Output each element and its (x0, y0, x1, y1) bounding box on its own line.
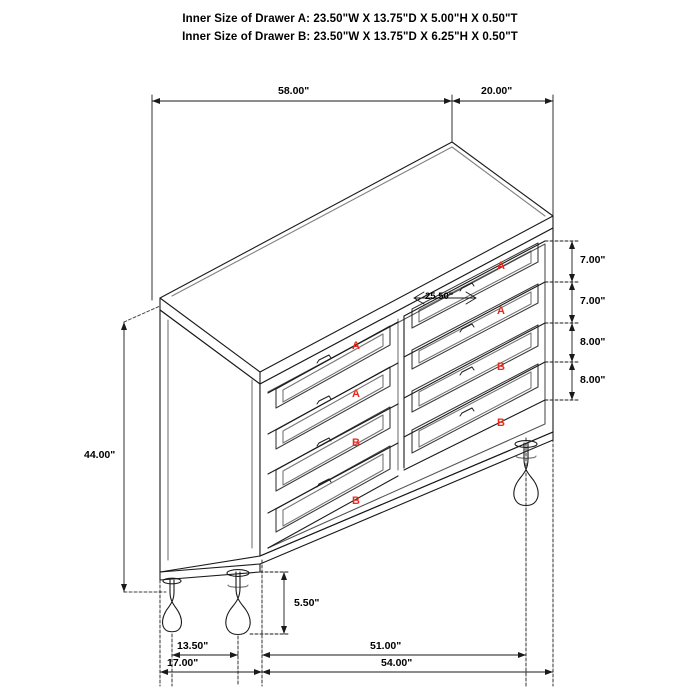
dim-height-total: 44.00" (84, 449, 116, 461)
drawer-label-left-4: B (352, 495, 360, 507)
dim-drawer-depth: 25.50" (425, 291, 454, 302)
dim-drawer-h-1: 7.00" (580, 254, 606, 266)
drawer-label-right-4: B (497, 417, 505, 429)
dim-top-width-side: 20.00" (481, 85, 513, 97)
dim-drawer-h-2: 7.00" (580, 295, 606, 307)
dim-base-front-outer: 54.00" (381, 657, 413, 669)
drawer-label-left-2: A (352, 388, 360, 400)
dim-base-left-outer: 17.00" (167, 657, 199, 669)
drawer-label-left-3: B (352, 437, 360, 449)
drawer-label-right-2: A (497, 305, 505, 317)
dim-base-left: 13.50" (177, 640, 209, 652)
header-line-1: Inner Size of Drawer A: 23.50"W X 13.75"D X 5.00"H X 0.50"T (182, 13, 518, 25)
dim-drawer-h-4: 8.00" (580, 374, 606, 386)
drawer-label-left-1: A (352, 340, 360, 352)
drawer-label-right-1: A (497, 260, 505, 272)
header-line-2: Inner Size of Drawer B: 23.50"W X 13.75"D X 6.25"H X 0.50"T (182, 31, 518, 43)
dim-top-width-main: 58.00" (278, 85, 310, 97)
dim-base-front: 51.00" (370, 640, 402, 652)
dim-drawer-h-3: 8.00" (580, 336, 606, 348)
drawer-label-right-3: B (497, 361, 505, 373)
dim-leg-height: 5.50" (294, 597, 320, 609)
